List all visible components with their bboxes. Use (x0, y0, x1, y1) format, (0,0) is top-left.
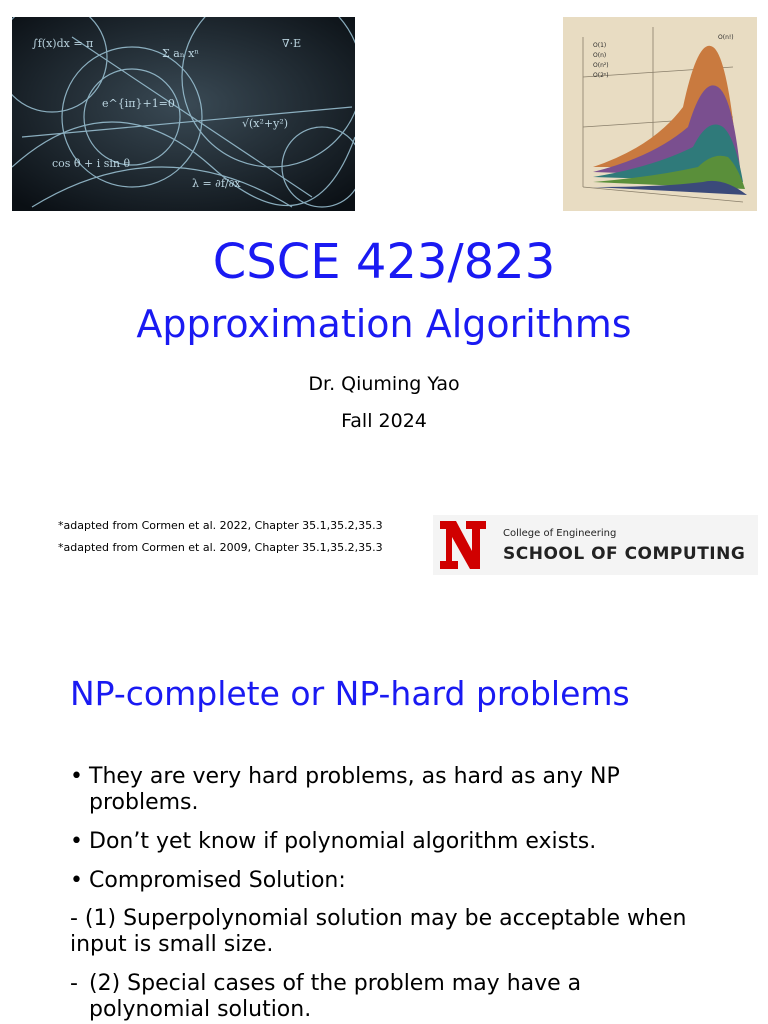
bullet-text: Don’t yet know if polynomial algorithm exists. (89, 829, 597, 854)
svg-text:O(n): O(n) (593, 52, 607, 59)
bullet-item (70, 764, 690, 816)
math-formulas-image (12, 17, 355, 211)
complexity-chart-image (563, 17, 757, 211)
logo-college-text: College of Engineering (503, 528, 617, 539)
slide-title: CSCE 423/823 (212, 234, 556, 290)
svg-text:O(2ⁿ): O(2ⁿ) (593, 72, 609, 79)
svg-text:Σ aₙ xⁿ: Σ aₙ xⁿ (162, 47, 200, 60)
bullet-marker: • (70, 764, 83, 789)
logo-school-text: SCHOOL OF COMPUTING (503, 544, 746, 564)
svg-text:∫f(x)dx = π: ∫f(x)dx = π (32, 37, 94, 50)
bullet-item (70, 868, 690, 894)
nebraska-n-icon (438, 519, 488, 571)
school-logo (433, 515, 758, 575)
bullet-text: Compromised Solution: (89, 868, 346, 893)
slide-subtitle: Approximation Algorithms (136, 302, 632, 346)
svg-text:λ = ∂f/∂x: λ = ∂f/∂x (192, 177, 241, 190)
section-title: NP-complete or NP-hard problems (70, 674, 630, 713)
svg-text:O(1): O(1) (593, 42, 607, 49)
reference-note: *adapted from Cormen et al. 2022, Chapter 35.1,35.2,35.3 (58, 519, 383, 532)
bullet-marker: • (70, 868, 83, 893)
svg-text:O(n²): O(n²) (593, 62, 609, 69)
dash-marker: - (70, 971, 78, 996)
course-term: Fall 2024 (341, 410, 427, 432)
svg-text:√(x²+y²): √(x²+y²) (242, 117, 289, 130)
svg-text:∇·E: ∇·E (282, 37, 302, 50)
sub-item-text: (2) Special cases of the problem may have a polynomial solution. (89, 971, 582, 1022)
author-name: Dr. Qiuming Yao (308, 373, 460, 395)
svg-text:e^{iπ}+1=0: e^{iπ}+1=0 (102, 97, 175, 110)
svg-text:O(n!): O(n!) (718, 34, 734, 41)
reference-note: *adapted from Cormen et al. 2009, Chapter 35.1,35.2,35.3 (58, 541, 383, 554)
bullet-text: They are very hard problems, as hard as any NP problems. (89, 764, 620, 815)
sub-item: - (1) Superpolynomial solution may be acceptable when input is small size. (70, 906, 687, 957)
svg-text:cos θ + i sin θ: cos θ + i sin θ (52, 157, 131, 170)
bullet-item (70, 829, 690, 855)
bullet-marker: • (70, 829, 83, 854)
sub-item (70, 971, 690, 1023)
